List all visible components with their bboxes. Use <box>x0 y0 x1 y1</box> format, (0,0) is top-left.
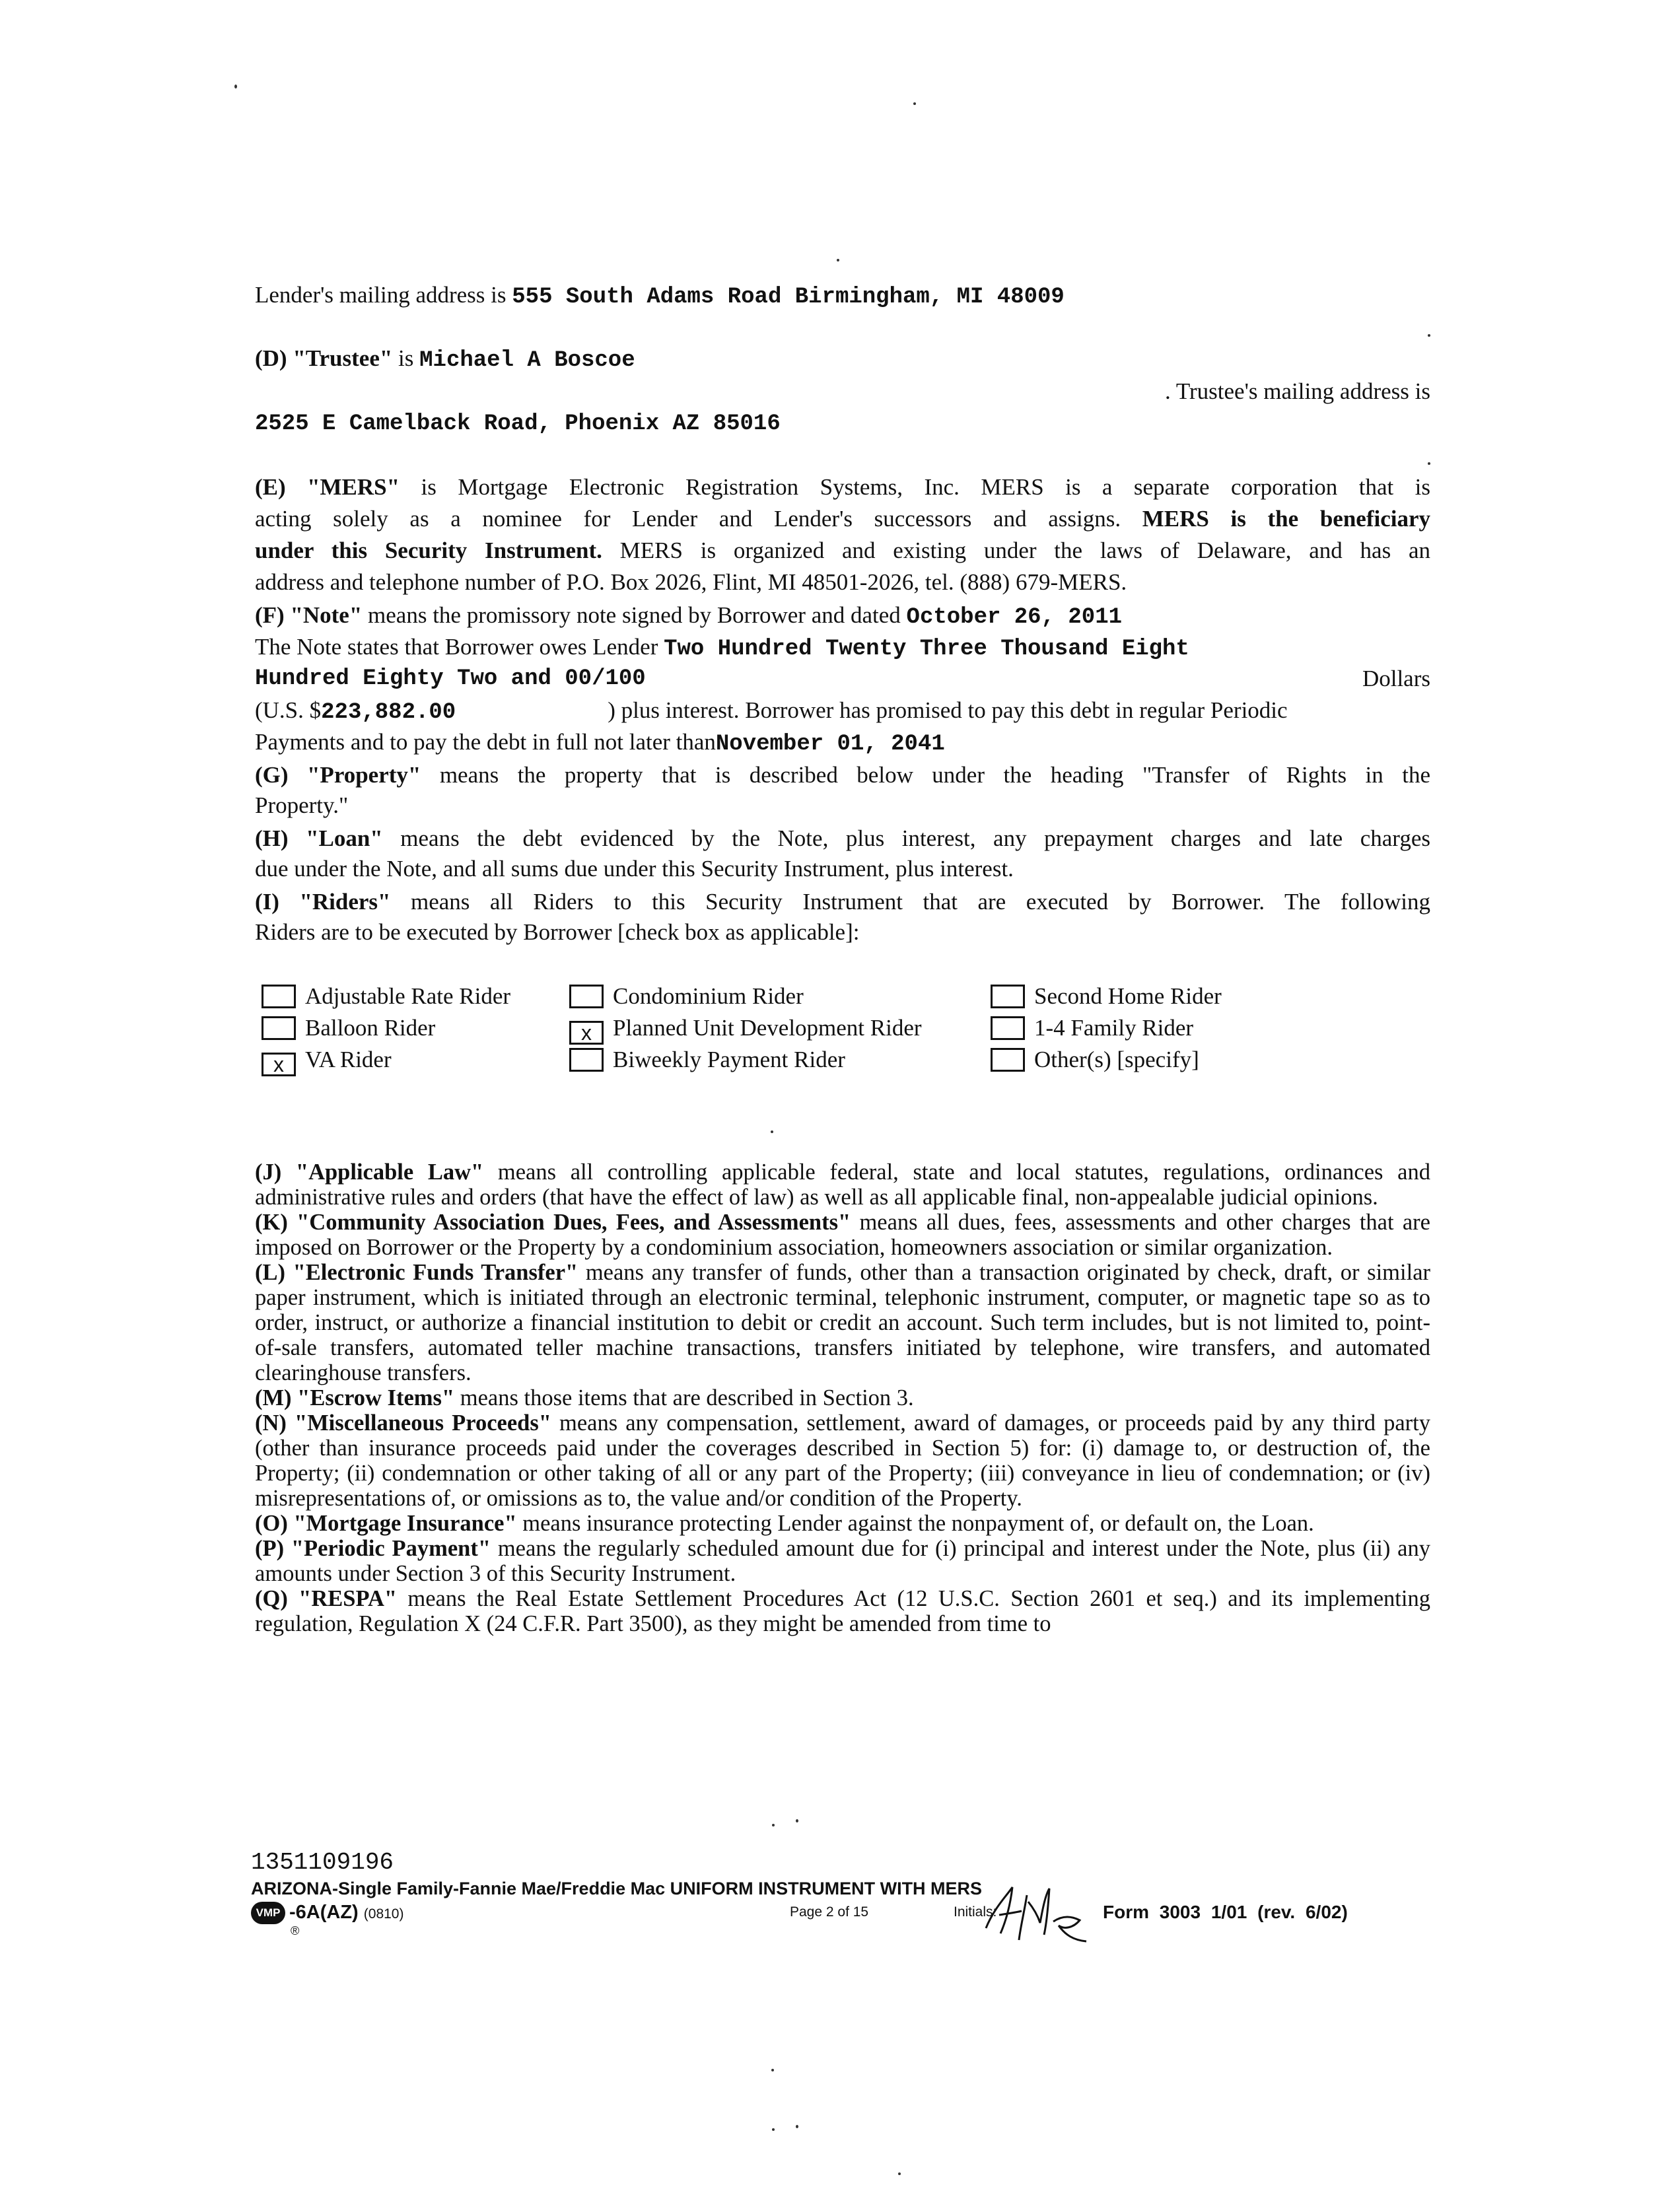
note-amount-words-2: Hundred Eighty Two and 00/100 <box>255 666 646 691</box>
definition-electronic-funds-transfer <box>255 1260 1430 1385</box>
page-number: Page 2 of 15 <box>790 1904 869 1920</box>
property-line-1 <box>255 759 1430 791</box>
definition-text: means any transfer of funds, other than a transaction originated by check, draft, or similar paper instrument, which is initiated through an electronic terminal, telephonic instrument, computer, or magnetic tape so as to order, instruct, or authorize a financial institution to debit or credit an account. Such term includes, but is not limited to, point-of-sale transfers, automated teller machine transactions, transfers initiated by telephone, wire transfers, and automated clearinghouse transfers. <box>255 1260 1430 1385</box>
loan-text: means the debt evidenced by the Note, plus interest, any prepayment charges and late charges <box>382 825 1430 851</box>
scan-speck <box>234 85 237 88</box>
definition-text: means all controlling applicable federal, state and local statutes, regulations, ordinances and administrative rules and orders (that have the effect of law) as well as all applicable final, non-appealable judicial opinions. <box>255 1160 1430 1210</box>
loan-number: 1351109196 <box>251 1849 394 1876</box>
scan-speck <box>772 1824 775 1826</box>
definitions-list <box>255 1160 1430 1636</box>
rider-checkbox[interactable] <box>991 1016 1025 1040</box>
rider-checkbox[interactable] <box>262 985 296 1008</box>
note-line-4 <box>255 696 1288 727</box>
rider-condominium[interactable] <box>569 982 804 1011</box>
rider-biweekly-payment[interactable] <box>569 1045 845 1074</box>
rider-label: Planned Unit Development Rider <box>613 1015 922 1041</box>
rider-checkbox[interactable] <box>991 1048 1025 1072</box>
rider-adjustable-rate[interactable] <box>262 982 510 1011</box>
rider-second-home[interactable] <box>991 982 1222 1011</box>
definition-label: (Q) "RESPA" <box>255 1586 398 1611</box>
rider-label: Other(s) [specify] <box>1034 1047 1199 1072</box>
scan-speck <box>913 102 916 105</box>
note-text-2: The Note states that Borrower owes Lender <box>255 634 664 660</box>
lender-address-line <box>255 281 1065 312</box>
definition-label: (J) "Applicable Law" <box>255 1160 484 1185</box>
definition-label: (M) "Escrow Items" <box>255 1385 455 1410</box>
form-code <box>289 1902 403 1924</box>
footer-row <box>251 1902 1440 1935</box>
initials-signature <box>981 1882 1106 1948</box>
definition-miscellaneous-proceeds <box>255 1410 1430 1511</box>
rider-checkbox[interactable]: x <box>262 1053 296 1076</box>
mers-text-2: acting solely as a nominee for Lender and Lender's successors and assigns. <box>255 506 1121 532</box>
note-text-1: means the promissory note signed by Borrower and dated <box>362 602 907 628</box>
note-date: October 26, 2011 <box>906 605 1122 630</box>
riders-text: means all Riders to this Security Instrument that are executed by Borrower. The following <box>390 889 1430 915</box>
trustee-name: Michael A Boscoe <box>419 348 635 373</box>
trustee-is: is <box>392 345 420 371</box>
definition-escrow-items <box>255 1385 1430 1410</box>
note-amount-words-1: Two Hundred Twenty Three Thousand Eight <box>664 637 1189 662</box>
mers-line-4: address and telephone number of P.O. Box 2026, Flint, MI 48501-2026, tel. (888) 679-MERS. <box>255 569 1127 595</box>
note-line-5 <box>255 728 945 759</box>
initials-label: Initials: <box>954 1904 997 1920</box>
definition-text: means the Real Estate Settlement Procedures Act (12 U.S.C. Section 2601 et seq.) and its implementing regulation, Regulation X (24 C.F.R. Part 3500), as they might be amended from time to <box>255 1586 1430 1636</box>
definition-text: means all dues, fees, assessments and other charges that are imposed on Borrower or the Property by a condominium association, homeowners association or similar organization. <box>255 1210 1430 1260</box>
rider-checkbox[interactable]: x <box>569 1021 604 1045</box>
trustee-label: (D) "Trustee" <box>255 345 393 371</box>
definition-mortgage-insurance <box>255 1511 1430 1536</box>
rider-label: Condominium Rider <box>613 983 804 1009</box>
note-label: (F) "Note" <box>255 602 363 628</box>
trustee-address-label: . Trustee's mailing address is <box>1164 378 1430 404</box>
loan-label: (H) "Loan" <box>255 825 383 851</box>
mers-line-1 <box>255 471 1430 503</box>
trustee-address: 2525 E Camelback Road, Phoenix AZ 85016 <box>255 411 781 436</box>
mers-label: (E) "MERS" <box>255 474 400 500</box>
loan-line-2: due under the Note, and all sums due under this Security Instrument, plus interest. <box>255 856 1014 882</box>
rider-label: Balloon Rider <box>305 1015 436 1041</box>
property-label: (G) "Property" <box>255 762 421 788</box>
rider-label: 1-4 Family Rider <box>1034 1015 1194 1041</box>
rider-label: Biweekly Payment Rider <box>613 1047 845 1072</box>
scan-speck <box>898 2172 901 2175</box>
property-text: means the property that is described below under the heading "Transfer of Rights in the <box>421 762 1430 788</box>
mers-beneficiary: MERS is the beneficiary <box>1142 506 1431 532</box>
definition-text: means the regularly scheduled amount due for (i) principal and interest under the Note, plus (ii) any amounts under Section 3 of this Security Instrument. <box>255 1536 1430 1586</box>
definition-respa <box>255 1586 1430 1636</box>
scan-speck <box>796 2125 798 2128</box>
scan-speck <box>796 1819 798 1822</box>
definition-applicable-law <box>255 1160 1430 1210</box>
lender-address-label: Lender's mailing address is <box>255 282 512 308</box>
riders-label: (I) "Riders" <box>255 889 391 915</box>
definition-text: means insurance protecting Lender against the nonpayment of, or default on, the Loan. <box>516 1511 1314 1536</box>
mers-text-3: MERS is organized and existing under the laws of Delaware, and has an <box>602 538 1430 563</box>
definition-label: (P) "Periodic Payment" <box>255 1536 491 1561</box>
note-text-4: ) plus interest. Borrower has promised to pay this debt in regular Periodic <box>608 697 1288 723</box>
rider-checkbox[interactable] <box>569 1048 604 1072</box>
registered-mark: ® <box>291 1924 300 1937</box>
loan-line-1 <box>255 823 1430 854</box>
vmp-logo: VMP <box>251 1902 285 1924</box>
definition-periodic-payment <box>255 1536 1430 1586</box>
mers-line-2 <box>255 503 1430 535</box>
note-amount: 223,882.00 <box>321 700 456 725</box>
form-code-text: -6A(AZ) <box>289 1902 359 1923</box>
mers-line-3 <box>255 535 1430 567</box>
definition-label: (O) "Mortgage Insurance" <box>255 1511 517 1536</box>
scan-speck <box>771 2069 774 2071</box>
form-code-date: (0810) <box>363 1906 404 1922</box>
trustee-line <box>255 344 635 375</box>
rider-label: VA Rider <box>305 1047 392 1072</box>
note-maturity: November 01, 2041 <box>715 732 945 757</box>
property-line-2: Property." <box>255 792 349 818</box>
scan-speck <box>837 259 839 261</box>
rider-checkbox[interactable] <box>991 985 1025 1008</box>
form-title: ARIZONA-Single Family-Fannie Mae/Freddie Mac UNIFORM INSTRUMENT WITH MERS <box>251 1879 983 1898</box>
note-dollars: Dollars <box>1362 666 1430 691</box>
definition-label: (L) "Electronic Funds Transfer" <box>255 1260 578 1285</box>
scan-speck <box>1428 462 1430 465</box>
note-line-2 <box>255 633 1189 664</box>
rider-checkbox[interactable] <box>569 985 604 1008</box>
rider-va[interactable] <box>262 1045 392 1076</box>
riders-line-1 <box>255 886 1430 918</box>
rider-planned-unit-development[interactable] <box>569 1014 922 1045</box>
note-text-5: Payments and to pay the debt in full not later than <box>255 729 716 755</box>
definition-label: (N) "Miscellaneous Proceeds" <box>255 1410 551 1436</box>
mers-under-instrument: under this Security Instrument. <box>255 538 602 563</box>
rider-other[interactable] <box>991 1045 1199 1074</box>
scan-speck <box>772 2128 775 2131</box>
rider-label: Second Home Rider <box>1034 983 1222 1009</box>
rider-label: Adjustable Rate Rider <box>305 983 511 1009</box>
note-us-prefix: (U.S. $ <box>255 697 322 723</box>
note-line-1 <box>255 601 1122 632</box>
definition-community-association <box>255 1210 1430 1260</box>
lender-address: 555 South Adams Road Birmingham, MI 48009 <box>512 285 1065 310</box>
rider-1-4-family[interactable] <box>991 1014 1193 1043</box>
rider-checkbox[interactable] <box>262 1016 296 1040</box>
definition-text: means any compensation, settlement, award of damages, or proceeds paid by any third party (other than insurance proceeds paid under the coverages described in Section 5) for: (i) damage to, or destruction of, the Property; (ii) condemnation or other taking of all or any part of the Property; (iii) conveyance in lieu of condemnation; or (iv) misrepresentations of, or omissions as to, the value and/or condition of the Property. <box>255 1410 1430 1511</box>
scan-speck <box>771 1130 773 1133</box>
rider-balloon[interactable] <box>262 1014 435 1043</box>
riders-line-2: Riders are to be executed by Borrower [check box as applicable]: <box>255 919 860 945</box>
definition-text: means those items that are described in Section 3. <box>454 1385 914 1410</box>
scan-speck <box>1428 334 1430 337</box>
definition-label: (K) "Community Association Dues, Fees, and Assessments" <box>255 1210 851 1235</box>
form-number: Form 3003 1/01 (rev. 6/02) <box>1103 1902 1348 1922</box>
mers-text-1: is Mortgage Electronic Registration Systems, Inc. MERS is a separate corporation that is <box>400 474 1430 500</box>
